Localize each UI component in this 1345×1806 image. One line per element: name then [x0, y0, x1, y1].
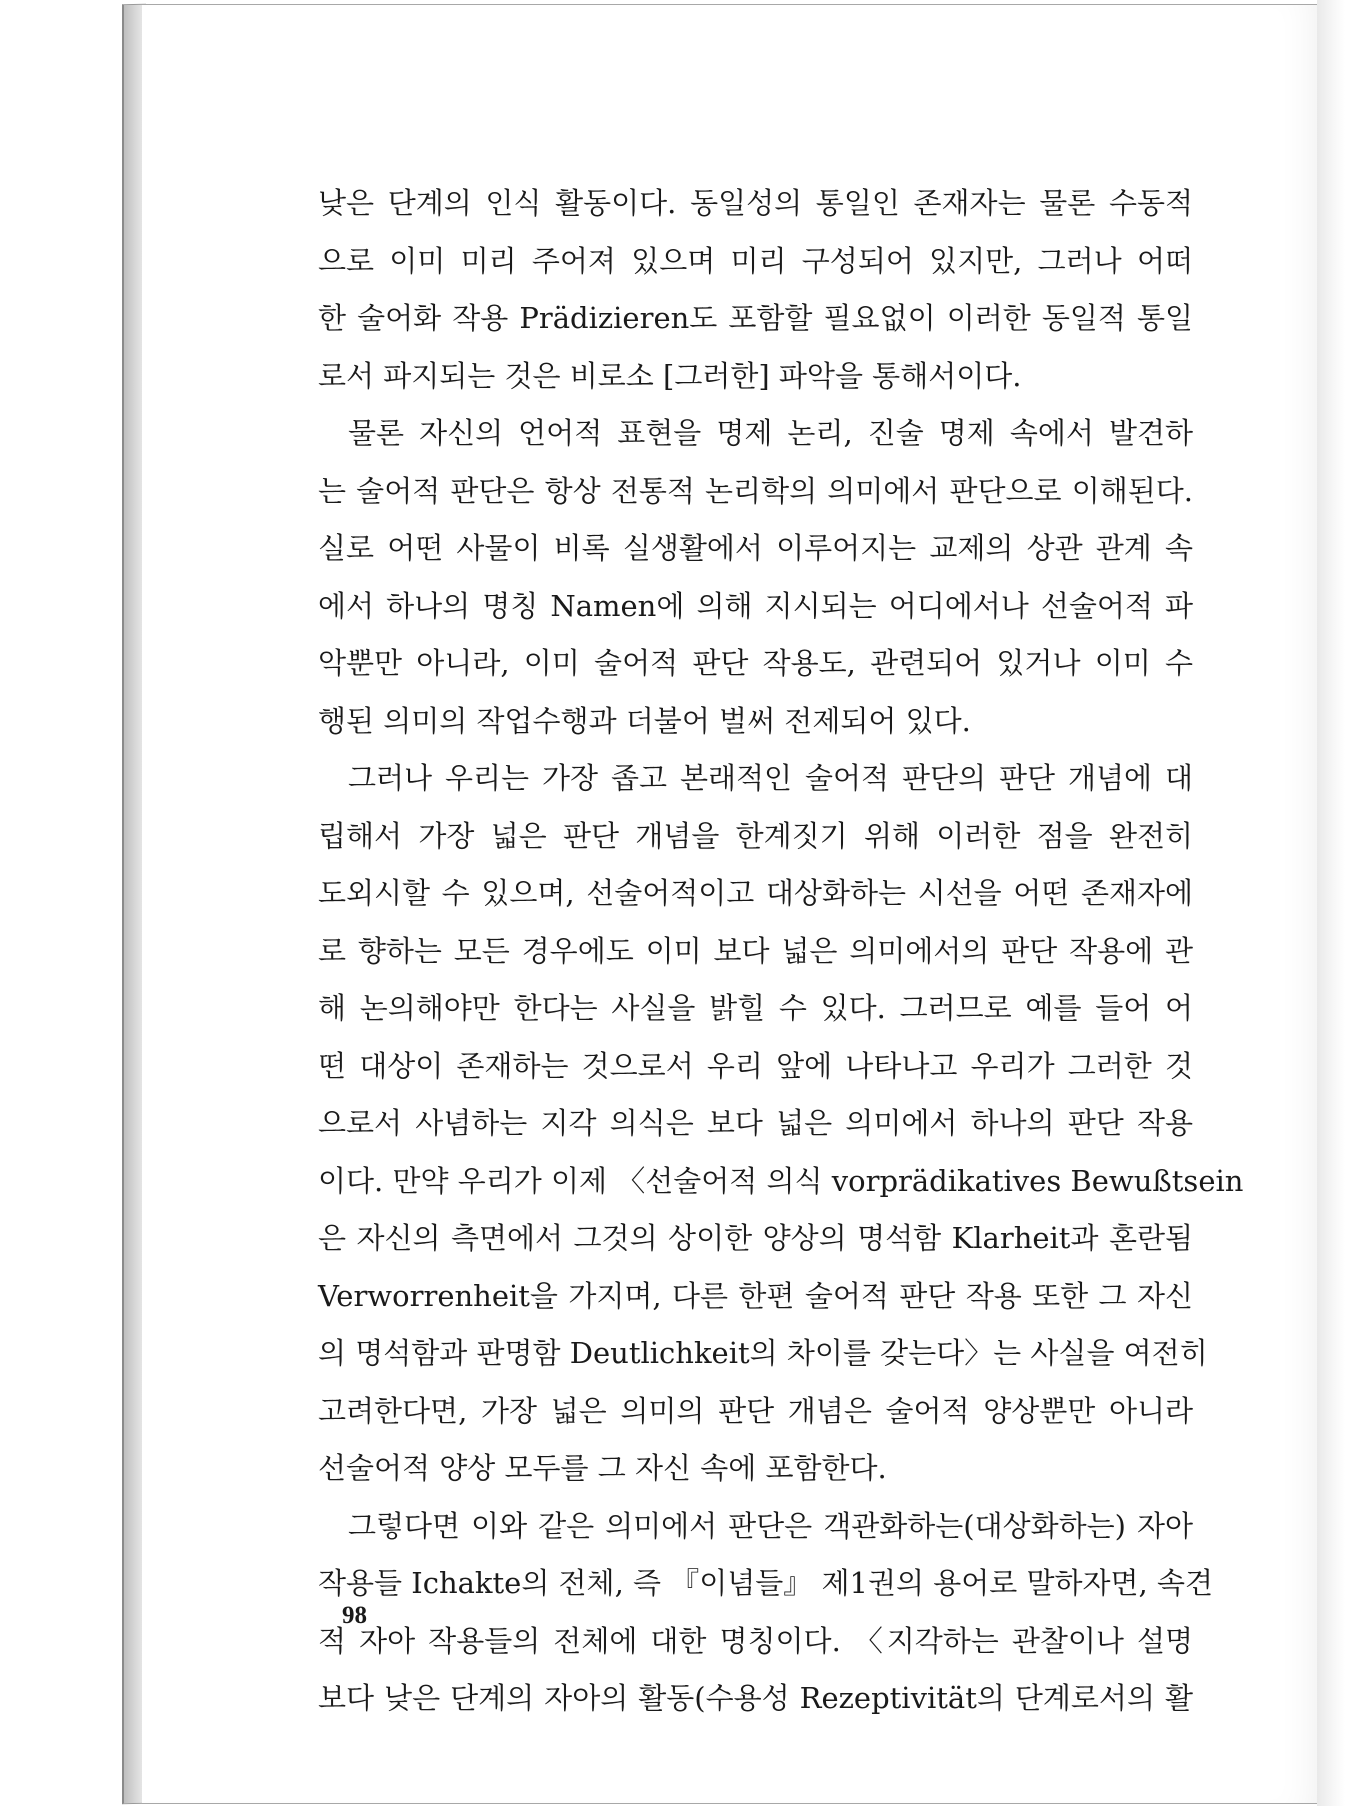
text-line: 선술어적 양상 모두를 그 자신 속에 포함한다.	[318, 1451, 887, 1485]
text-line: 해 논의해야만 한다는 사실을 밝힐 수 있다. 그러므로 예를 들어 어	[318, 991, 1193, 1025]
text-line: 에서 하나의 명칭 Namen에 의해 지시되는 어디에서나 선술어적 파	[318, 588, 1193, 623]
page-shadow	[1317, 0, 1345, 1806]
page-number: 98	[342, 1602, 367, 1629]
text-line: 한 술어화 작용 Prädizieren도 포함할 필요없이 이러한 동일적 통일	[318, 301, 1193, 335]
text-line: 는 술어적 판단은 항상 전통적 논리학의 의미에서 판단으로 이해된다.	[318, 473, 1193, 508]
text-line: Verworrenheit을 가지며, 다른 한편 술어적 판단 작용 또한 그 자신	[318, 1278, 1193, 1313]
text-line: 으로서 사념하는 지각 의식은 보다 넓은 의미에서 하나의 판단 작용	[318, 1106, 1193, 1140]
text-line: 립해서 가장 넓은 판단 개념을 한계짓기 위해 이러한 점을 완전히	[318, 818, 1193, 853]
text-line: 적 자아 작용들의 전체에 대한 명칭이다. 〈지각하는 관찰이나 설명	[318, 1623, 1193, 1658]
text-line: 으로 이미 미리 주어져 있으며 미리 구성되어 있지만, 그러나 어떠	[318, 243, 1193, 278]
text-line: 이다. 만약 우리가 이제 〈선술어적 의식 vorprädikatives Bewußtsein	[318, 1163, 1244, 1198]
text-line: 작용들 Ichakte의 전체, 즉 『이념들』 제1권의 용어로 말하자면, 속견	[318, 1566, 1213, 1600]
text-line: 떤 대상이 존재하는 것으로서 우리 앞에 나타나고 우리가 그러한 것	[318, 1048, 1193, 1083]
text-line: 도외시할 수 있으며, 선술어적이고 대상화하는 시선을 어떤 존재자에	[318, 876, 1193, 910]
text-line: 의 명석함과 판명함 Deutlichkeit의 차이를 갖는다〉는 사실을 여전히	[318, 1336, 1208, 1370]
text-line: 낮은 단계의 인식 활동이다. 동일성의 통일인 존재자는 물론 수동적	[318, 186, 1193, 220]
text-line: 물론 자신의 언어적 표현을 명제 논리, 진술 명제 속에서 발견하	[348, 416, 1193, 450]
text-line: 로 향하는 모든 경우에도 이미 보다 넓은 의미에서의 판단 작용에 관	[318, 933, 1193, 968]
text-line: 보다 낮은 단계의 자아의 활동(수용성 Rezeptivität의 단계로서의 활	[318, 1681, 1193, 1715]
text-line: 행된 의미의 작업수행과 더불어 벌써 전제되어 있다.	[318, 703, 971, 738]
body-text	[318, 175, 1244, 1728]
text-line: 고려한다면, 가장 넓은 의미의 판단 개념은 술어적 양상뿐만 아니라	[318, 1393, 1193, 1428]
text-line: 로서 파지되는 것은 비로소 [그러한] 파악을 통해서이다.	[318, 358, 1022, 393]
text-line: 그러나 우리는 가장 좁고 본래적인 술어적 판단의 판단 개념에 대	[348, 761, 1193, 795]
text-line: 그렇다면 이와 같은 의미에서 판단은 객관화하는(대상화하는) 자아	[348, 1508, 1193, 1543]
text-line: 은 자신의 측면에서 그것의 상이한 양상의 명석함 Klarheit과 혼란됨	[318, 1221, 1193, 1255]
text-line: 실로 어떤 사물이 비록 실생활에서 이루어지는 교제의 상관 관계 속	[318, 531, 1193, 565]
text-line: 악뿐만 아니라, 이미 술어적 판단 작용도, 관련되어 있거나 이미 수	[318, 646, 1193, 680]
